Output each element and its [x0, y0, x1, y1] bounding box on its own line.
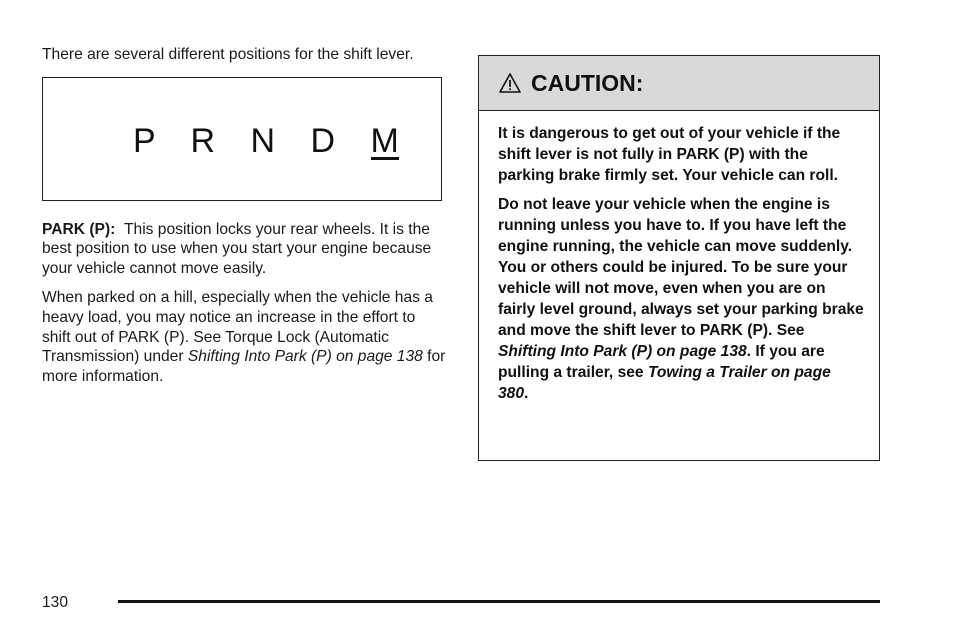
caution-reference-trailer[interactable]: Towing a Trailer on page 380: [498, 364, 831, 402]
park-paragraph: [42, 220, 446, 279]
caution-text-a: Do not leave your vehicle when the engine is running unless you have to. If you have left the engine running, the vehicle can move suddenly. You or others could be injured. To be sure your vehicle will not move, even when you are on fairly level ground, always set your parking brake and move the shift lever to PARK (P). See: [498, 196, 864, 339]
caution-text-b: . If you are pulling a trailer, see: [498, 343, 825, 381]
intro-paragraph: There are several different positions for the shift lever.: [42, 46, 414, 63]
caution-reference-park[interactable]: Shifting Into Park (P) on page 138: [498, 343, 747, 360]
shift-positions: [133, 122, 399, 160]
caution-paragraph-2: [498, 194, 865, 404]
warning-triangle-icon: [499, 72, 521, 94]
shift-indicator-figure: [42, 77, 442, 201]
footer-rule: [118, 600, 880, 603]
page-number: 130: [42, 594, 69, 611]
park-text: This position locks your rear wheels. It is the best position to use when you start your engine because your vehicle cannot move easily.: [42, 220, 432, 277]
caution-title: CAUTION:: [531, 69, 644, 96]
left-column: [42, 45, 446, 396]
shift-position-manual: M: [370, 121, 399, 160]
hill-paragraph: [42, 288, 446, 386]
hill-text-2: for more information.: [42, 348, 446, 385]
park-term: PARK (P):: [42, 220, 116, 238]
hill-reference-link[interactable]: Shifting Into Park (P) on page 138: [187, 348, 423, 366]
caution-header: [479, 56, 879, 111]
caution-box: [478, 55, 880, 461]
caution-text-c: .: [524, 385, 529, 402]
shift-positions-prnd: P R N D: [133, 121, 371, 160]
caution-paragraph-1: It is dangerous to get out of your vehicle if the shift lever is not fully in PARK (P) with the parking brake firmly set. Your vehicle can roll.: [498, 125, 841, 184]
hill-text-1: When parked on a hill, especially when the vehicle has a heavy load, you may notice an increase in the effort to shift out of PARK (P). See Torque Lock (Automatic Transmission) under: [42, 289, 433, 366]
caution-body: [479, 111, 879, 404]
